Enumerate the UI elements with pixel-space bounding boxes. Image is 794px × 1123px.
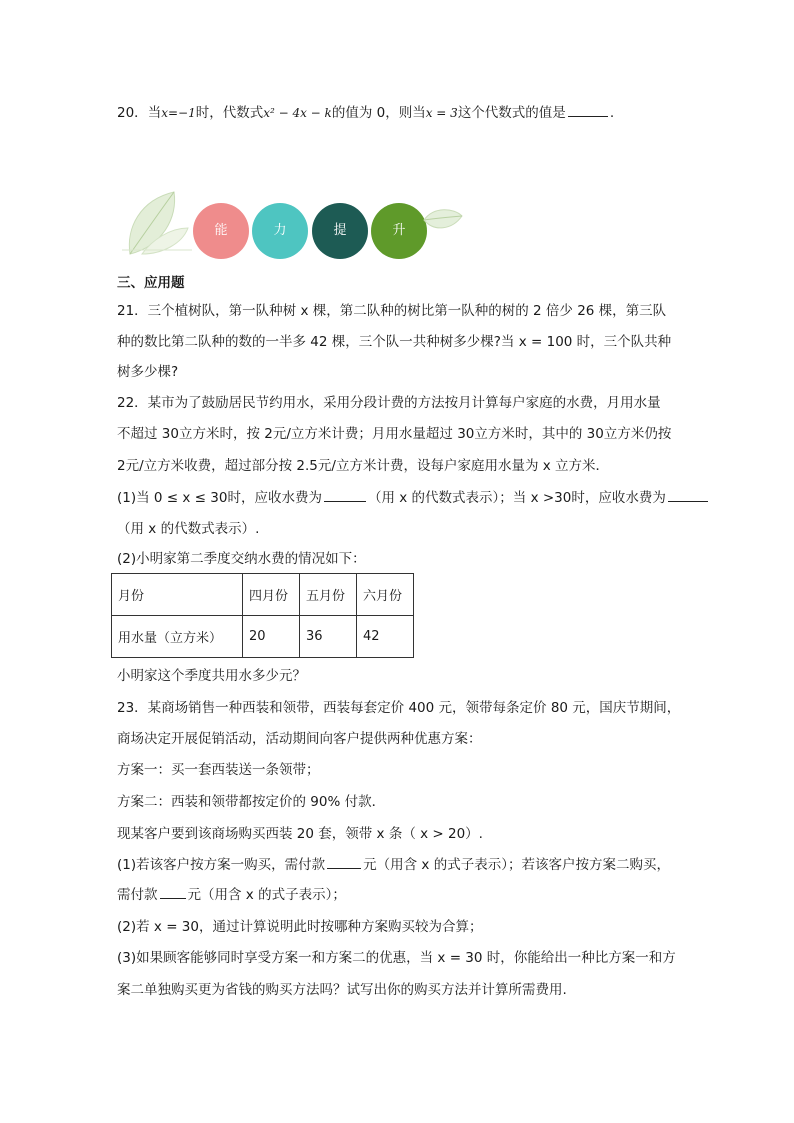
question-22-part-2: (2)小明家第二季度交纳水费的情况如下： [117,551,366,567]
text: 当 [147,105,162,121]
text: (1)当 0 ≤ x ≤ 30时，应收水费为 [117,490,322,506]
question-22-part-1-cont: （用 x 的代数式表示）. [117,521,260,537]
answer-blank[interactable] [327,854,361,869]
answer-blank[interactable] [668,487,708,502]
text: 的值为 0，则当 [331,105,426,121]
question-21-line: 种的数比第二队种的数的一半多 42 棵，三个队一共种树多少棵?当 x = 100 时，三个队共种 [117,334,672,350]
question-23-line: 商场决定开展促销活动，活动期间向客户提供两种优惠方案： [117,731,482,747]
leaf-icon [422,206,464,238]
math-expression: x² − 4x − k [263,106,332,120]
table-cell: 42 [357,616,414,658]
water-usage-table [111,573,414,658]
question-22-line: 22．某市为了鼓励居民节约用水，采用分段计费的方法按月计算每户家庭的水费，月用水量 [117,395,661,411]
math-expression: x=−1 [161,106,196,120]
text: 这个代数式的值是 [457,105,566,121]
question-23-line: 现某客户要到该商场购买西装 20 套，领带 x 条（ x > 20）. [117,826,483,842]
banner-circle-2: 力 [252,203,308,259]
table-cell: 36 [300,616,357,658]
text: (1)若该客户按方案一购买，需付款 [117,857,326,873]
banner-circle-4: 升 [371,203,427,259]
text: . [609,105,615,121]
question-23-plan-1: 方案一：买一套西装送一条领带； [117,762,320,778]
question-21-line: 21．三个植树队，第一队种树 x 棵，第二队种的树比第一队种的树的 2 倍少 26 棵，第三队 [117,303,667,319]
banner-circle-3: 提 [312,203,368,259]
question-number: 20． [117,105,148,121]
table-cell: 20 [243,616,300,658]
question-22-ask: 小明家这个季度共用水多少元？ [117,668,306,684]
table-header-cell: 月份 [112,574,243,616]
answer-blank[interactable] [160,884,186,899]
question-23-part-1 [117,851,682,879]
table-header-cell: 六月份 [357,574,414,616]
section-title: 三、应用题 [117,275,185,291]
text: 需付款 [117,887,158,903]
table-row [112,616,414,658]
question-23-part-3-cont: 案二单独购买更为省钱的购买方法吗？试写出你的购买方法并计算所需费用. [117,982,567,998]
text: 元（用含 x 的式子表示）；若该客户按方案二购买， [363,857,670,873]
text: 元（用含 x 的式子表示）； [187,887,346,903]
table-row-label: 用水量（立方米） [112,616,243,658]
math-expression: x = 3 [425,106,458,120]
question-23-part-3: (3)如果顾客能够同时享受方案一和方案二的优惠，当 x = 30 时，你能给出一种比方案一和方 [117,950,676,966]
question-23-part-1-cont [117,881,682,909]
table-header-cell: 四月份 [243,574,300,616]
question-22-line: 不超过 30立方米时，按 2元/立方米计费；月用水量超过 30立方米时，其中的 30立方米仍按 [117,426,672,442]
table-header-cell: 五月份 [300,574,357,616]
banner-circle-1: 能 [193,203,249,259]
ability-banner [122,188,467,258]
answer-blank[interactable] [568,102,608,117]
question-22-line: 2元/立方米收费，超过部分按 2.5元/立方米计费，设每户家庭用水量为 x 立方米． [117,458,610,474]
answer-blank[interactable] [324,487,366,502]
table-row [112,574,414,616]
question-23-part-2: (2)若 x = 30，通过计算说明此时按哪种方案购买较为合算； [117,919,483,935]
question-21-line: 树多少棵? [117,364,179,380]
question-23-line: 23．某商场销售一种西装和领带，西装每套定价 400 元，领带每条定价 80 元，国庆节期间， [117,700,681,716]
leaf-icon [122,188,192,262]
question-20 [117,99,682,127]
text: 时，代数式 [195,105,264,121]
question-22-part-1 [117,484,682,512]
text: （用 x 的代数式表示）；当 x >30时，应收水费为 [367,490,666,506]
question-23-plan-2: 方案二：西装和领带都按定价的 90% 付款． [117,794,386,810]
